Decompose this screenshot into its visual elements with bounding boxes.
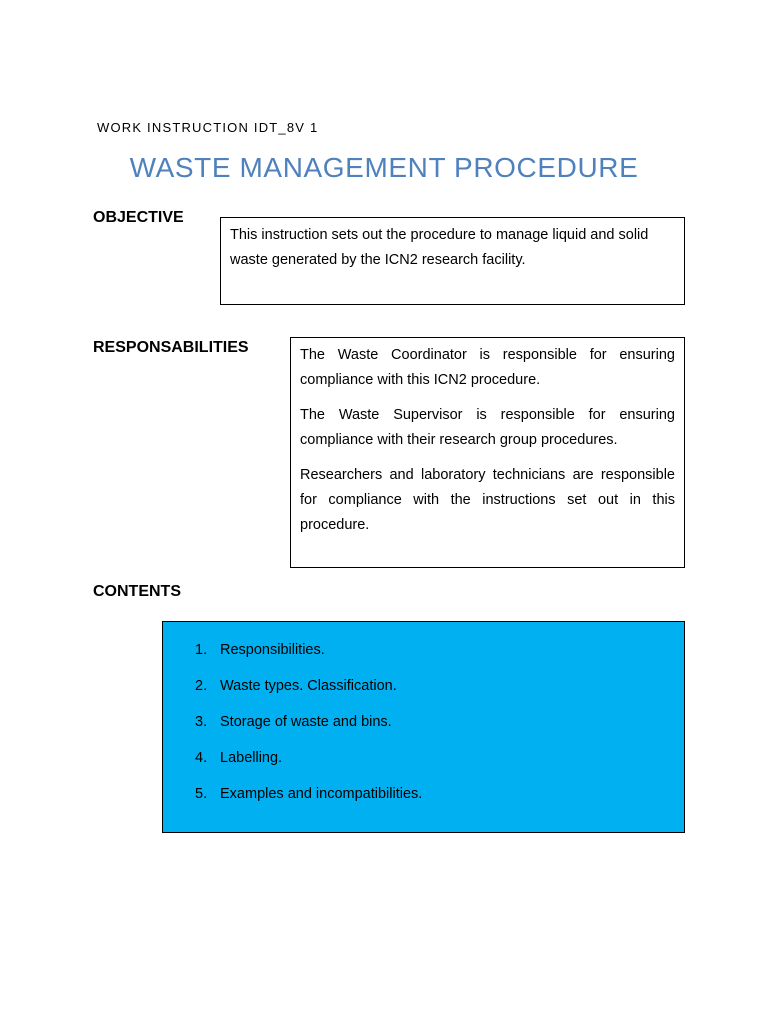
contents-list [163, 638, 684, 818]
contents-item [163, 638, 684, 674]
contents-item [163, 710, 684, 746]
contents-item-number: 2. [195, 678, 208, 694]
objective-text: This instruction sets out the procedure to manage liquid and solid waste generated by the ICN2 research facility. [230, 227, 649, 268]
contents-box [162, 621, 685, 833]
responsability-paragraph: The Waste Supervisor is responsible for ensuring compliance with their research group procedures. [300, 407, 675, 448]
page-title: WASTE MANAGEMENT PROCEDURE [129, 152, 639, 183]
contents-item-label: Labelling. [220, 750, 283, 766]
contents-item [163, 674, 684, 710]
contents-item-number: 1. [195, 642, 208, 658]
contents-item-number: 3. [195, 714, 208, 730]
objective-box [220, 217, 685, 305]
responsability-paragraph: The Waste Coordinator is responsible for ensuring compliance with this ICN2 procedure. [300, 347, 675, 388]
contents-item-label: Storage of waste and bins. [220, 714, 392, 730]
document-code: WORK INSTRUCTION IDT_8V 1 [97, 120, 319, 135]
contents-item [163, 782, 684, 818]
contents-item-number: 4. [195, 750, 208, 766]
contents-item-label: Examples and incompatibilities. [220, 786, 423, 802]
contents-item-label: Waste types. Classification. [220, 678, 397, 694]
responsability-paragraph: Researchers and laboratory technicians are responsible for compliance with the instructions set out in this procedure. [300, 467, 675, 533]
responsabilities-heading: RESPONSABILITIES [93, 339, 249, 356]
contents-heading: CONTENTS [93, 583, 181, 600]
objective-heading: OBJECTIVE [93, 209, 184, 226]
contents-item-label: Responsibilities. [220, 642, 325, 658]
contents-item-number: 5. [195, 786, 208, 802]
contents-item [163, 746, 684, 782]
responsabilities-box [290, 337, 685, 568]
